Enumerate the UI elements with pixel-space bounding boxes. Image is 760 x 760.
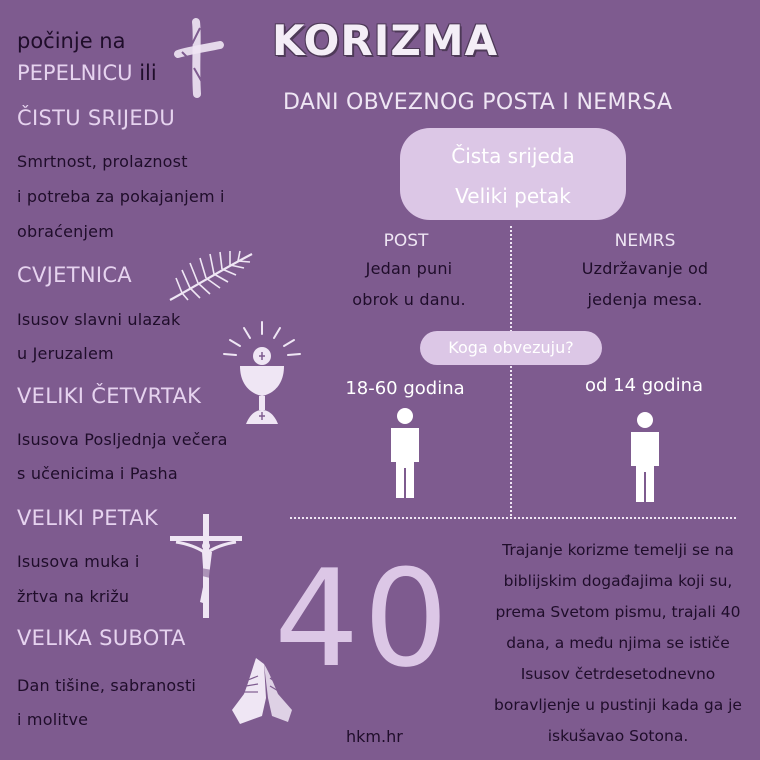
ash-cross-icon: [172, 18, 224, 98]
friday-desc-2: žrtva na križu: [17, 587, 130, 606]
intro-line-2: [17, 61, 157, 85]
days-pill-line-2: Veliki petak: [455, 184, 571, 208]
days-pill-line-1: Čista srijeda: [451, 144, 575, 168]
thursday-desc-2: s učenicima i Pasha: [17, 464, 178, 483]
chalice-icon: [222, 320, 302, 430]
saturday-desc-1: Dan tišine, sabranosti: [17, 676, 197, 695]
post-age: 18-60 godina: [345, 378, 465, 399]
forty-desc-5: Isusov četrdesetodnevno: [520, 665, 716, 683]
ili-label: ili: [139, 61, 157, 85]
subtitle: DANI OBVEZNOG POSTA I NEMRSA: [283, 90, 673, 115]
friday-desc-1: Isusova muka i: [17, 552, 140, 571]
veliki-cetvrtak-title: VELIKI ČETVRTAK: [17, 384, 202, 408]
palm-desc-1: Isusov slavni ulazak: [17, 310, 181, 329]
nemrs-title: NEMRS: [614, 231, 676, 251]
veliki-petak-title: VELIKI PETAK: [17, 506, 159, 530]
intro-line-1: počinje na: [17, 29, 126, 53]
ash-desc-1: Smrtnost, prolaznost: [17, 152, 188, 171]
crucifix-icon: [168, 512, 244, 620]
forty-desc-7: iskušavao Sotona.: [547, 727, 689, 745]
nemrs-desc-2: jedenja mesa.: [587, 290, 703, 309]
forty-desc-2: biblijskim događajima koji su,: [503, 572, 733, 590]
ash-desc-3: obraćenjem: [17, 222, 114, 241]
cista-srijeda-title: ČISTU SRIJEDU: [17, 106, 176, 130]
cvjetnica-title: CVJETNICA: [17, 263, 132, 287]
palm-desc-2: u Jeruzalem: [17, 344, 114, 363]
column-divider: [510, 226, 512, 516]
post-title: POST: [383, 231, 429, 251]
who-pill-label: Koga obvezuju?: [448, 338, 574, 357]
person-icon: [387, 408, 423, 500]
source-credit: hkm.hr: [346, 727, 403, 746]
nemrs-age: od 14 godina: [584, 375, 704, 396]
nemrs-desc-1: Uzdržavanje od: [581, 259, 709, 278]
forty-desc-1: Trajanje korizme temelji se na: [502, 541, 734, 559]
forty-desc-6: boravljenje u pustinji kada ga je: [494, 696, 742, 714]
section-divider: [290, 517, 736, 519]
forty-desc-3: prema Svetom pismu, trajali 40: [495, 603, 741, 621]
saturday-desc-2: i molitve: [17, 710, 89, 729]
pepelnica-label: PEPELNICU: [17, 61, 133, 85]
palm-branch-icon: [166, 248, 256, 304]
big-number-40: 40: [274, 541, 453, 697]
thursday-desc-1: Isusova Posljednja večera: [17, 430, 228, 449]
post-desc-1: Jedan puni: [365, 259, 453, 278]
velika-subota-title: VELIKA SUBOTA: [17, 626, 186, 650]
post-desc-2: obrok u danu.: [352, 290, 466, 309]
person-icon: [627, 412, 663, 504]
page-title: KORIZMA: [272, 16, 499, 65]
ash-desc-2: i potreba za pokajanjem i: [17, 187, 225, 206]
forty-desc-4: dana, a među njima se ističe: [506, 634, 730, 652]
